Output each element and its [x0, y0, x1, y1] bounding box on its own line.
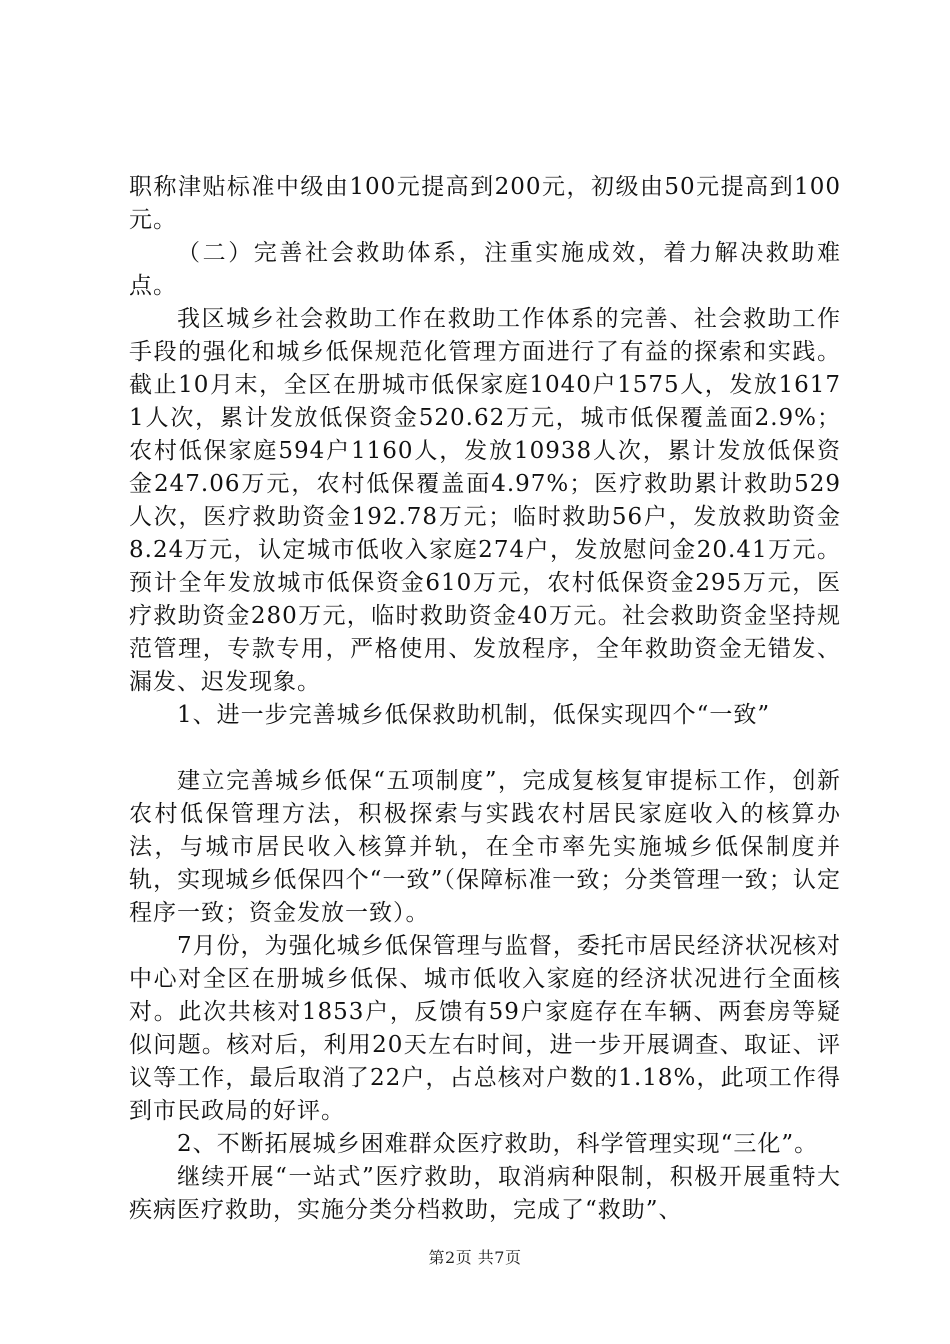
section-heading-social-assistance: （二）完善社会救助体系，注重实施成效，着力解决救助难点。 [129, 240, 841, 299]
paragraph-title-allowance: 职称津贴标准中级由100元提高到200元，初级由50元提高到100元。 [129, 174, 841, 233]
subheading-minimum-living-guarantee: 1、进一步完善城乡低保救助机制，低保实现四个“一致” [177, 702, 771, 728]
paragraph-one-stop-medical: 继续开展“一站式”医疗救助，取消病种限制，积极开展重特大疾病医疗救助，实施分类分档救助，完成了“救助”、 [129, 1164, 841, 1223]
document-body [129, 171, 841, 1227]
paragraph-july-verification: 7月份，为强化城乡低保管理与监督，委托市居民经济状况核对中心对全区在册城乡低保、城市低收入家庭的经济状况进行全面核对。此次共核对1853户，反馈有59户家庭存在车辆、两套房等疑似问题。核对后，利用20天左右时间，进一步开展调查、取证、评议等工作，最后取消了22户，占总核对户数的1.18%，此项工作得到市民政局的好评。 [129, 933, 841, 1124]
paragraph-assistance-summary: 我区城乡社会救助工作在救助工作体系的完善、社会救助工作手段的强化和城乡低保规范化管理方面进行了有益的探索和实践。截止10月末，全区在册城市低保家庭1040户1575人，发放16171人次，累计发放低保资金520.62万元，城市低保覆盖面2.9%；农村低保家庭594户1160人，发放10938人次，累计发放低保资金247.06万元，农村低保覆盖面4.97%；医疗救助累计救助529人次，医疗救助资金192.78万元；临时救助56户，发放救助资金8.24万元，认定城市低收入家庭274户，发放慰问金20.41万元。预计全年发放城市低保资金610万元，农村低保资金295万元，医疗救助资金280万元，临时救助资金40万元。社会救助资金坚持规范管理，专款专用，严格使用、发放程序，全年救助资金无错发、漏发、迟发现象。 [129, 306, 841, 695]
paragraph-five-systems: 建立完善城乡低保“五项制度”，完成复核复审提标工作，创新农村低保管理方法，积极探索与实践农村居民家庭收入的核算办法，与城市居民收入核算并轨，在全市率先实施城乡低保制度并轨，实现城乡低保四个“一致”（保障标准一致；分类管理一致；认定程序一致；资金发放一致）。 [129, 768, 841, 926]
subheading-medical-assistance: 2、不断拓展城乡困难群众医疗救助，科学管理实现“三化”。 [177, 1131, 819, 1157]
page-number-footer: 第2页 共7页 [428, 1248, 522, 1267]
